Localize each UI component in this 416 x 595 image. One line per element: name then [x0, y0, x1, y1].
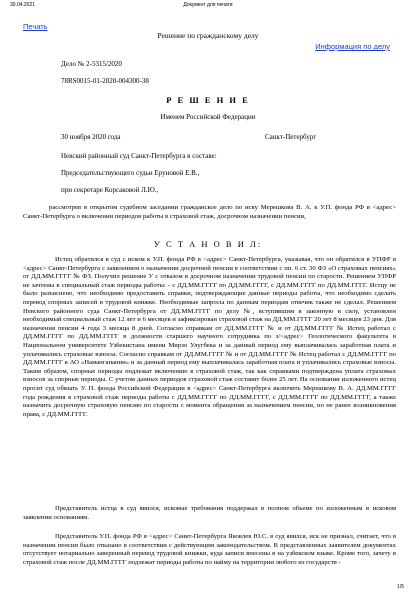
page-number: 1/5	[397, 584, 404, 590]
presiding-judge: Председательствующего судьи Еруновой Е.В.,	[61, 169, 200, 177]
paragraph-defendant-rep: Представитель У.П. фонда РФ в <адрес> Санкт-Петербурга Яковлев Ю.С. в суд явился, иск не признал, считает, что в назначении пенсии было отказано в соответствии с действующим законодательством. В представленных заявителем документах отсутствует нотариально заверенный перевод трудовой книжки, куда записи внесены в на узбекском языке. Кроме того, зачету в страховой стаж после ДД.ММ.ГГГГ подлежат периоды работы по найму на территории любого из государств -	[23, 533, 396, 566]
paragraph-claim: Истец обратился в суд с иском к У.П. фонда РФ в <адрес> Санкт-Петербурга, указывая, что он обратился в УПФР в <адрес> Санкт-Петербурга с заявлением о назначении досрочной пенсии в соответствии с пп. 6 ст. 30 ФЗ «О страховых пенсиях» от ДД.ММ.ГГГГ № ФЗ. Получил решение У с отказом в досрочном назначении трудовой пенсии по старости. Решением УПФР не зачтены в специальный стаж периоды работы: - с ДД.ММ.ГГГГ по ДД.ММ.ГГГГ, с ДД.ММ.ГГГГ по ДД.ММ.ГГГГ. Истцу не было разъяснено, что необходимо предоставить справки, подтверждающие данные периоды работы, что необходимо сделать перевод спорных записей в трудовой книжке. Необходимые запросы по данным периодам отвечик также не сделал. Решением Невского районного суда Санкт-Петербурга от ДД.ММ.ГГГГ по делу №, вступившим в законную в силу, установлен необходимый специальный стаж 12 лет и 6 месяцев и зафиксирован страховой стаж на ДД.ММ.ГГГГ 20 лет 8 месяцев 23 дня. Для назначения пенсии 4 года 3 месяца 8 дней. Согласно справкам от ДД.ММ.ГГГГ № и от ДД.ММ.ГГГГ № Истец работал с ДД.ММ.ГГГГ по ДД.ММ.ГГГГ в должности старшего научного сотрудника по з/<адрес> Геологического факультета в Национальном университете Узбекистана имени Мирзо Улугбека и за данный период ему выплачивалась заработная плата и уплачивались страховые взносы. Согласно справкам от ДД.ММ.ГГГГ № и от ДД.ММ.ГГГГ № Истец работал с ДД.ММ.ГГГГ по ДД.ММ.ГГГГ в АО «Намангананин» и за данный период ему выплачивалась заработная плата и уплачивались страховые взносы. Таким образом, спорные периоды подлежат включению в страховой стаж, так как справками подтверждена уплата страховых взносов за спорные периоды. С учетом данных периодов страховой стаж составит более 25 лет. На основании изложенного истец просит суд обязать У. П. фонда Российской Федерации в <адрес> Санкт-Петербурга включить Мерешкову В. А. ДД.ММ.ГГГГ года рождения в страховой стаж периоды работы с ДД.ММ.ГГГГ по ДД.ММ.ГГГГ, с ДД.ММ.ГГГГ по ДД.ММ.ГГГГ, а также назначить досрочную страховую пенсию по старости с момента обращения за назначением пенсии, но не ранее возникновения права, с ДД.ММ.ГГГГ.	[23, 256, 396, 418]
established-heading: У С Т А Н О В И Л:	[153, 239, 263, 249]
page-header	[0, 2, 416, 12]
court-composition: Невский районный суд Санкт-Петербурга в составе:	[61, 152, 217, 160]
print-link[interactable]: Печать	[23, 22, 48, 31]
doc-title: Решение по гражданскому делу	[157, 31, 259, 40]
header-date: 30.04.2021	[10, 2, 36, 8]
decision-date: 30 ноября 2020 года	[61, 133, 121, 141]
court-secretary: при секретаре Корсаковой Л.Ю.,	[61, 186, 159, 194]
case-uid: 78RS0015-01-2020-004300-38	[61, 77, 149, 85]
case-number: Дело № 2-5315/2020	[61, 60, 122, 68]
intro-paragraph: рассмотрев в открытом судебном заседании гражданское дело по иску Мерешкова В. А. к У.П. фонда РФ в <адрес> Санкт-Петербурга о включении периодов работы в страховой стаж, досрочном назначении пенсии,	[23, 204, 396, 220]
decision-heading: Р Е Ш Е Н И Е	[166, 95, 250, 105]
case-info-link[interactable]: Информация по делу	[315, 42, 390, 51]
paragraph-plaintiff-rep: Представитель истца в суд явился, исковые требования поддержал в полном объеме по изложенным в исковом заявлении основаниям.	[23, 505, 396, 521]
decision-city: Санкт-Петербург	[265, 133, 317, 141]
name-of-federation: Именем Российской Федерации	[160, 113, 256, 121]
header-title: Документ для печати	[183, 2, 233, 8]
